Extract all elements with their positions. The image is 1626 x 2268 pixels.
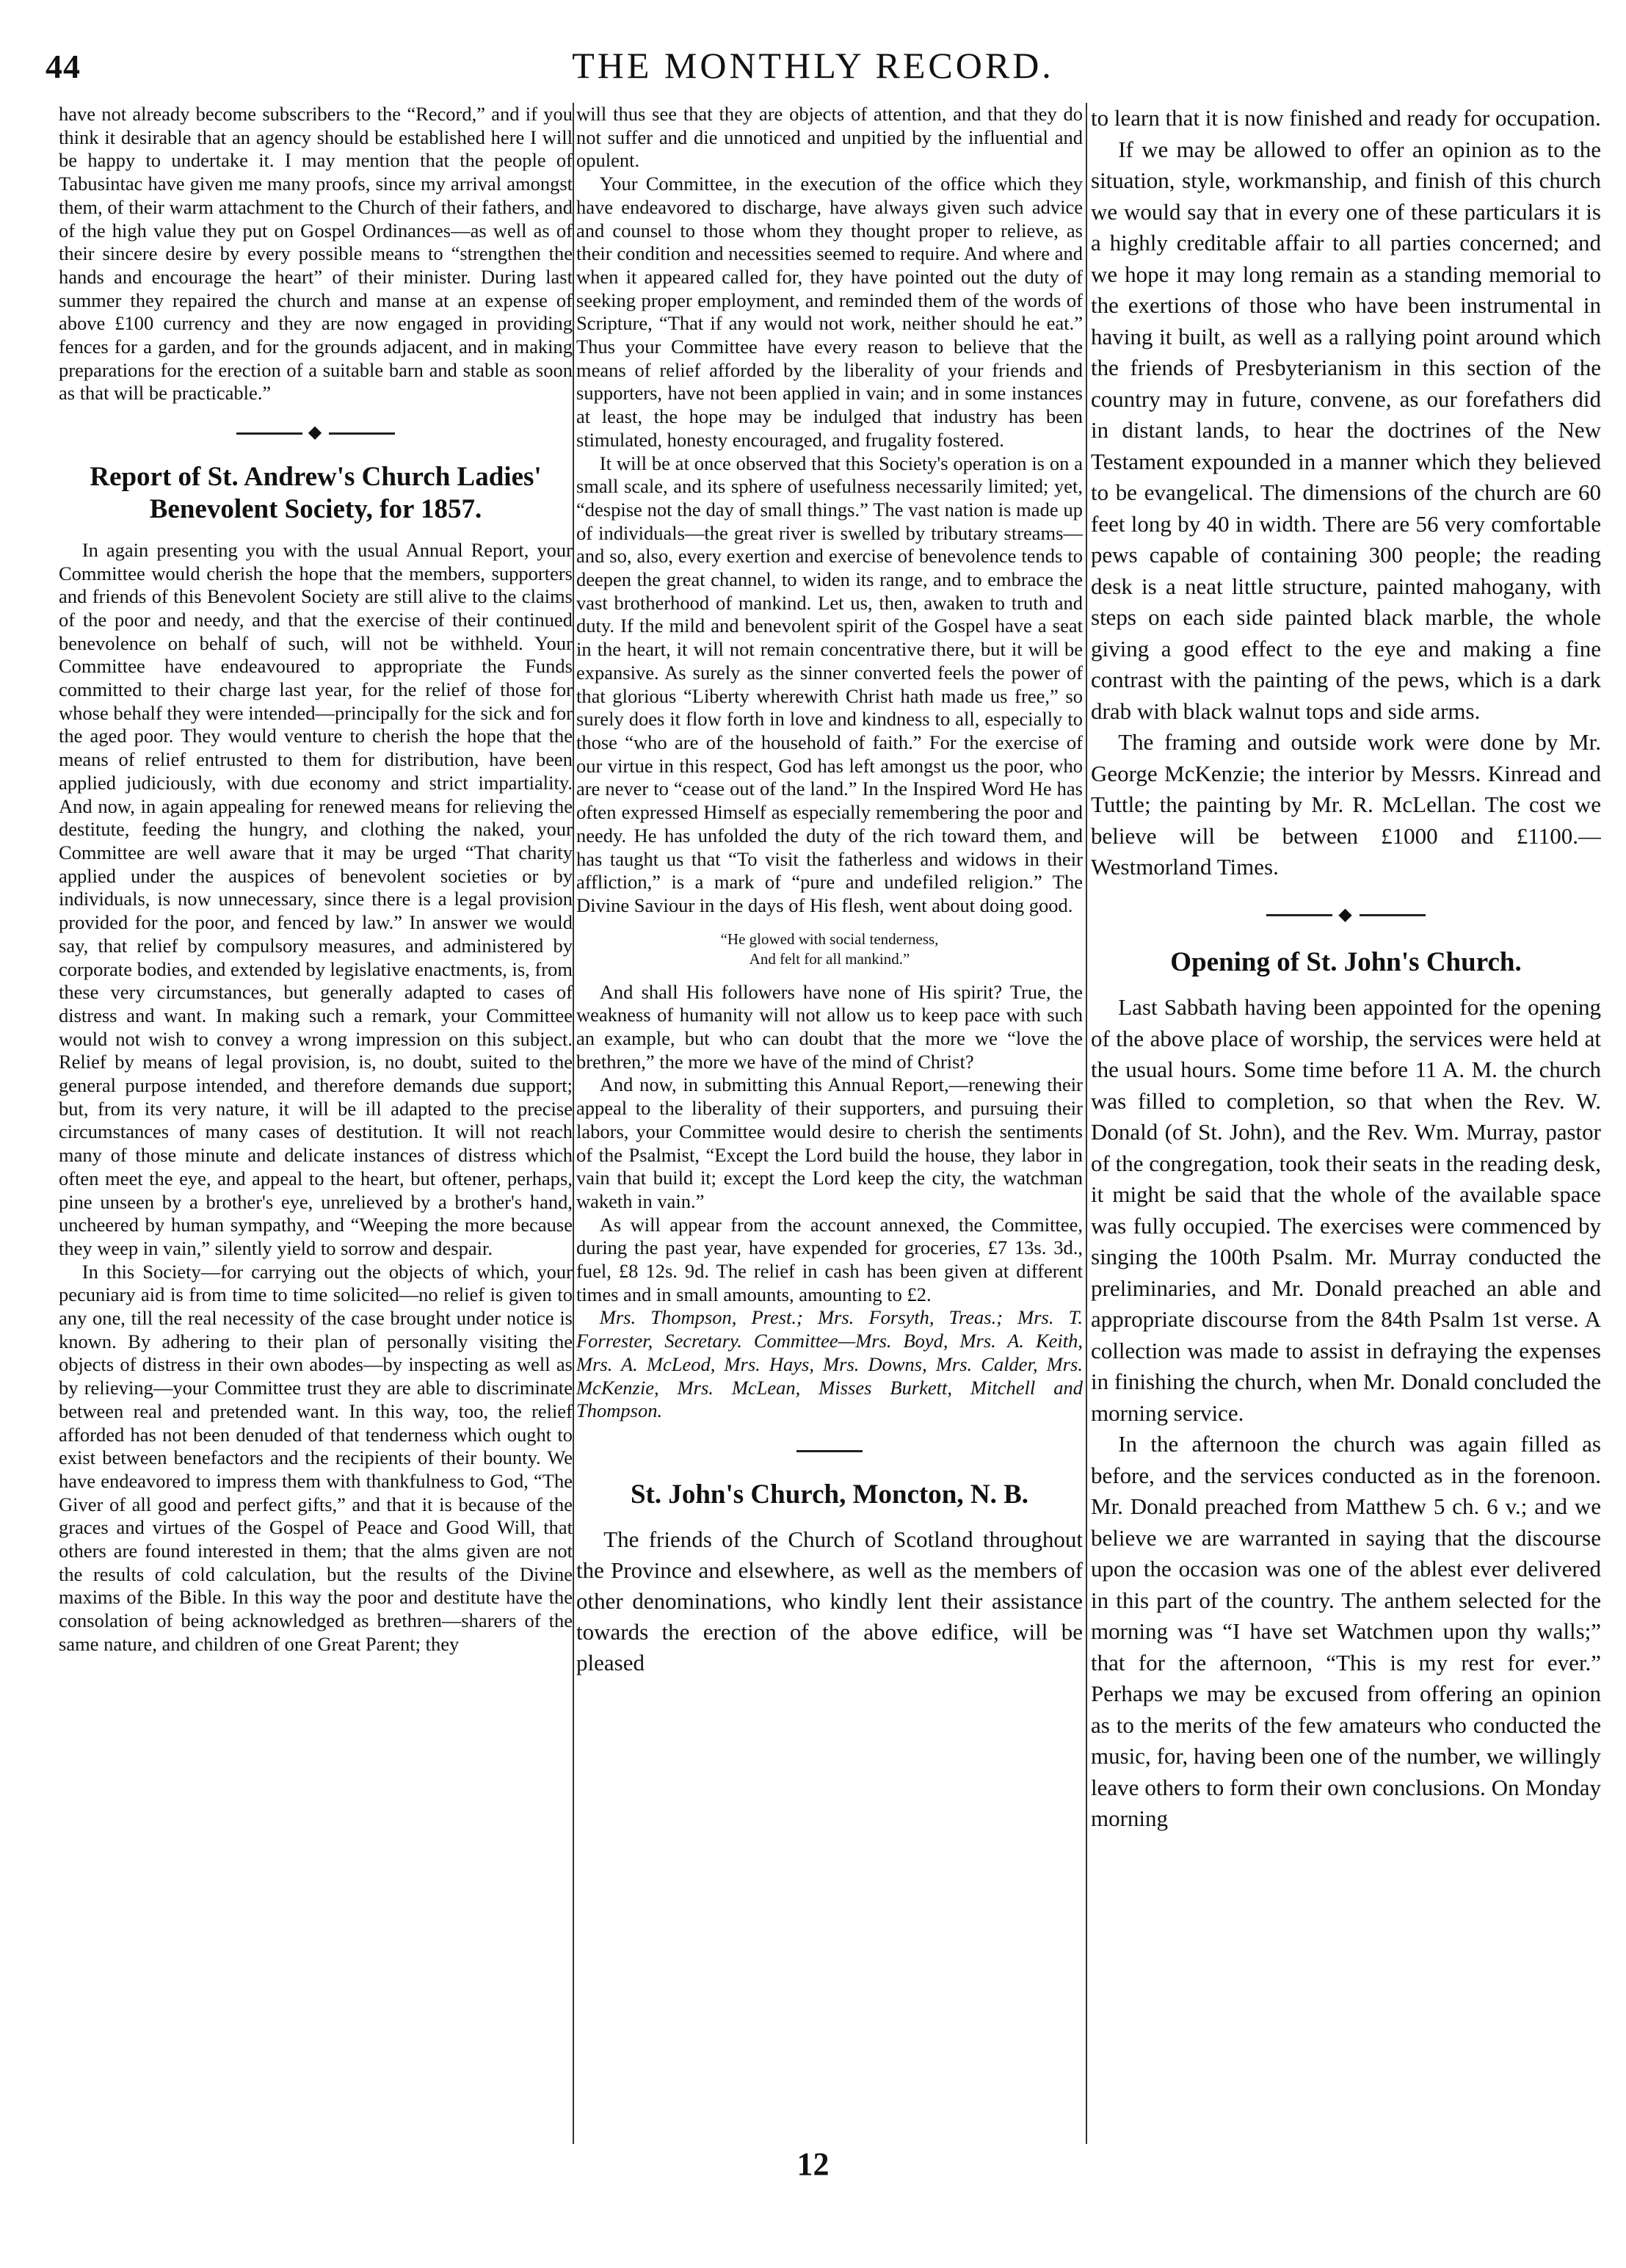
paragraph: And shall His followers have none of His spirit? True, the weakness of humanity will not allow us to keep pace with such an example, but who can doubt that the more we “love the brethren,” the more we have of the mind of Christ? xyxy=(576,980,1083,1073)
ornament-divider xyxy=(576,1439,1083,1463)
column-rule-right xyxy=(1086,103,1087,2144)
paragraph: It will be at once observed that this Society's operation is on a small scale, and its sphere of usefulness necessarily limited; yet, “despise not the day of small things.” The vast nation is made up of individuals—the great river is swelled by tributary streams—and so, also, every exertion and exercise of benevolence tends to deepen the great channel, to widen its range, and to embrace the vast brotherhood of mankind. Let us, then, awaken to truth and duty. If the mild and benevolent spirit of the Gospel have a seat in the heart, it will not remain concentrative there, but it will be expansive. As surely as the sinner converted feels the power of that glorious “Liberty wherewith Christ hath made us free,” so surely does it flow forth in love and kindness to all, especially to those “who are of the household of faith.” For the exercise of our virtue in this respect, God has left amongst us the poor, who are never to “cease out of the land.” In the Inspired Word He has often expressed Himself as especially remembering the poor and needy. He has unfolded the duty of the rich toward them, and has taught us that “To visit the fatherless and widows in their affliction,” is a mark of “pure and undefiled religion.” The Divine Saviour in the days of His flesh, went about doing good. xyxy=(576,452,1083,916)
paragraph: The friends of the Church of Scotland throughout the Province and elsewhere, as well as the members of other denominations, who kindly lent their assistance towards the erection of the above edifice, will be pleased xyxy=(576,1526,1083,1675)
column-middle xyxy=(576,103,1083,2162)
page-number: 44 xyxy=(46,48,81,85)
running-head-title: THE MONTHLY RECORD. xyxy=(572,45,1054,86)
paragraph: In the afternoon the church was again filled as before, and the services conducted as in the forenoon. Mr. Donald preached from Matthew 5 ch. 6 v.; and we believe we are warranted in saying that the discourse upon the occasion was one of the ablest ever delivered in this part of the country. The anthem selected for the morning was “I have set Watchmen upon thy walls;” that for the afternoon, “This is my rest for ever.” Perhaps we may be excused from offering an opinion as to the merits of the few amateurs who conducted the music, for, having been one of the number, we willingly leave others to form their own conclusions. On Monday morning xyxy=(1091,1431,1601,1831)
paragraph: In again presenting you with the usual Annual Report, your Committee would cherish the hope that the members, supporters and friends of this Benevolent Society are still alive to the claims of the poor and needy, and that the exercise of their continued benevolence on behalf of such, will not be withheld. Your Committee have endeavoured to appropriate the Funds committed to their charge last year, for the relief of those for whose behalf they were intended—principally for the sick and for the aged poor. They would venture to cherish the hope that the means of relief entrusted to them for distribution, have been applied judiciously, with due economy and strict impartiality. And now, in again appealing for renewed means for relieving the destitute, feeding the hungry, and clothing the naked, your Committee are well aware that it may be urged “That charity applied under the auspices of benevolent societies or by individuals, is now unnecessary, since there is a legal provision provided for the poor, and fenced by law.” In answer we would say, that relief by compulsory measures, and administered by corporate bodies, and extended by legislative enactments, is, from these very circumstances, but generally adapted to cases of distress and want. In making such a remark, your Committee would not wish to convey a wrong impression on this subject. Relief by means of legal provision, is, no doubt, suited to the general purpose intended, and therefore demands due support; but, from its very nature, it will be ill adapted to the precise circumstances of many cases of destitution. It will not reach many of those minute and delicate instances of distress which often meet the eye, and appeal to the heart, but oftener, perhaps, pine unseen by a brother's eye, unrelieved by a brother's hand, uncheered by human sympathy, and “Weeping the more because they weep in vain,” silently yield to sorrow and despair. xyxy=(59,538,573,1259)
verse-quote xyxy=(576,930,1083,969)
paragraph: to learn that it is now finished and ready for occupation. xyxy=(1091,105,1601,131)
paragraph: have not already become subscribers to the “Record,” and if you think it desirable that an agency should be established here I will be happy to undertake it. I may mention that the people of Tabusintac have given me many proofs, since my arrival amongst them, of their warm attachment to the Church of their fathers, and of the high value they put on Gospel Ordinances—as well as of their sincere desire by every possible means to “strengthen the hands and encourage the heart” of their minister. During last summer they repaired the church and manse at an expense of above £100 currency and they are now engaged in providing fences for a garden, and for the grounds adjacent, and in making preparations for the erection of a suitable barn and stable as soon as that will be practicable.” xyxy=(59,103,573,405)
paragraph: Last Sabbath having been appointed for the opening of the above place of worship, the services were held at the usual hours. Some time before 11 A. M. the church was filled to completion, so that when the Rev. W. Donald (of St. John), and the Rev. Wm. Murray, pastor of the congregation, took their seats in the reading desk, it might be said that the whole of the available space was fully occupied. The exercises were commenced by singing the 100th Psalm. Mr. Murray conducted the preliminaries, and Mr. Donald preached an able and appropriate discourse from the 84th Psalm 1st verse. A collection was made to assist in defraying the expenses in finishing the church, when Mr. Donald concluded the morning service. xyxy=(1091,994,1601,1426)
column-rule-left xyxy=(573,103,574,2144)
verse-line: “He glowed with social tenderness, xyxy=(720,930,939,948)
paragraph: The framing and outside work were done by Mr. George McKenzie; the interior by Messrs. Kinread and Tuttle; the painting by Mr. R. McLellan. The cost we believe will be between £1000 and £1100.—Westmorland Times. xyxy=(1091,729,1601,880)
committee-list: Mrs. Thompson, Prest.; Mrs. Forsyth, Treas.; Mrs. T. Forrester, Secretary. Committee—Mrs. Boyd, Mrs. A. Keith, Mrs. A. McLeod, Mrs. Hays, Mrs. Downs, Mrs. Calder, Mrs. McKenzie, Mrs. McLean, Misses Burkett, Mitchell and Thompson. xyxy=(576,1306,1083,1422)
signature-number: 12 xyxy=(796,2146,830,2182)
paragraph: will thus see that they are objects of attention, and that they do not suffer and die unnoticed and unpitied by the influential and opulent. xyxy=(576,103,1083,172)
ornament-divider: ◆ xyxy=(1091,899,1601,931)
paragraph: As will appear from the account annexed, the Committee, during the past year, have expended for groceries, £7 13s. 3d., fuel, £8 12s. 9d. The relief in cash has been given at different times and in small amounts, amounting to £2. xyxy=(576,1213,1083,1305)
column-right xyxy=(1091,103,1601,2162)
paragraph: And now, in submitting this Annual Report,—renewing their appeal to the liberality of their supporters, and pursuing their labors, your Committee would desire to cherish the sentiments of the Psalmist, “Except the Lord build the house, they labor in vain that build it; except the Lord keep the city, the watchman waketh in vain.” xyxy=(576,1073,1083,1212)
paragraph: If we may be allowed to offer an opinion as to the situation, style, workmanship, and finish of this church we would say that in every one of these particulars it is a highly creditable affair to all parties concerned; and we hope it may long remain as a standing memorial to the exertions of those who have been instrumental in having it built, as well as a rallying point around which the friends of Presbyterianism in this section of the country may in future, convene, as our forefathers did in distant lands, to hear the doctrines of the New Testament expounded in a manner which they believed to be evangelical. The dimensions of the church are 60 feet long by 40 in width. There are 56 very comfortable pews capable of containing 300 people; the reading desk is a neat little structure, painted mahogany, with steps on each side painted black marble, the whole giving a good effect to the eye and making a fine contrast with the painting of the pews, which is a dark drab with black walnut tops and side arms. xyxy=(1091,136,1601,724)
article-heading-opening: Opening of St. John's Church. xyxy=(1170,947,1522,977)
paragraph: In this Society—for carrying out the objects of which, your pecuniary aid is from time to time solicited—no relief is given to any one, till the real necessity of the case brought under notice is known. By adhering to their plan of personally visiting the objects of distress in their own abodes—by inspecting as well as by relieving—your Committee trust they are able to discriminate between real and pretended want. In this way, too, the relief afforded has not been denuded of that tenderness which ought to exist between benefactors and the recipients of their bounty. We have endeavored to impress them with thankfulness to God, “The Giver of all good and perfect gifts,” and that it is because of the graces and virtues of the Gospel of Peace and Good Will, that others are found interested in them; that the alms given are not the results of cold calculation, but the results of the Divine maxims of the Bible. In this way the poor and destitute have the consolation of being acknowledged as brethren—sharers of the same nature, and children of one Great Parent; they xyxy=(59,1260,573,1655)
paragraph: Your Committee, in the execution of the office which they have endeavored to discharge, have always given such advice and counsel to those whom they thought proper to relieve, as their condition and necessities seemed to require. And where and when it appeared called for, they have pointed out the duty of seeking proper employment, and reminded them of the words of Scripture, “That if any would not work, neither should he eat.” Thus your Committee have every reason to believe that the means of relief afforded by the liberality of your friends and supporters, have not been applied in vain; and in some instances at least, the hope may be indulged that industry has been stimulated, honesty encouraged, and frugality fostered. xyxy=(576,173,1083,451)
article-heading-ladies-society: Report of St. Andrew's Church Ladies' Benevolent Society, for 1857. xyxy=(90,461,542,524)
ornament-divider: ◆ xyxy=(59,421,573,445)
verse-line: And felt for all mankind.” xyxy=(749,949,910,968)
column-left xyxy=(59,103,573,2162)
article-heading-moncton-church: St. John's Church, Moncton, N. B. xyxy=(630,1479,1029,1510)
